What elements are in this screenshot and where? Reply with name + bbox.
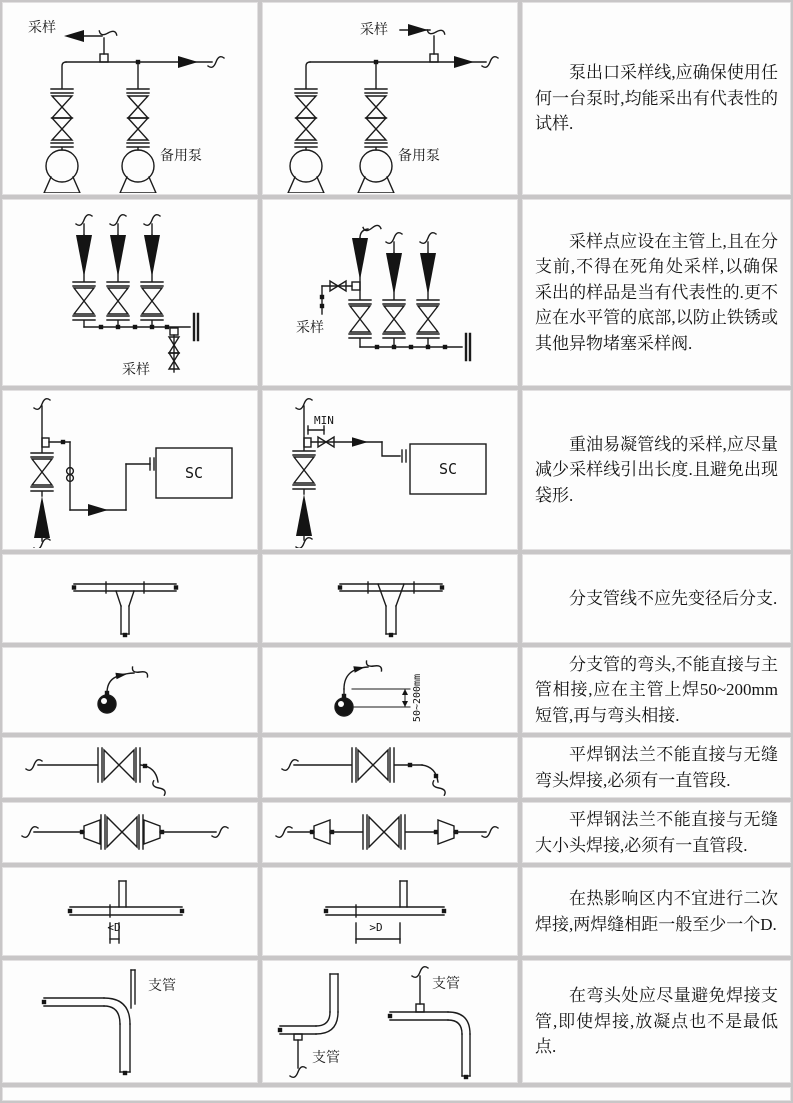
row4-diagram-right: [262, 554, 518, 643]
row5-note: [522, 647, 791, 733]
row7-diagram-left: [2, 802, 258, 863]
elbow-branch-diagram-b: [264, 962, 516, 1081]
row3-diagram-left: [2, 390, 258, 550]
branch-reducer-diagram-b: [264, 556, 516, 641]
weld-spacing-diagram-b: [264, 869, 516, 954]
heavy-oil-sampling-diagram-a: [4, 392, 256, 548]
row1-note: [522, 2, 791, 195]
sample-cooler-label: SC: [438, 460, 458, 478]
row8-diagram-left: [2, 867, 258, 956]
sampling-label: 采样: [360, 21, 388, 37]
branch-pipe-label: 支管: [312, 1049, 340, 1065]
sampling-label: 采样: [28, 19, 56, 35]
row4-diagram-left: [2, 554, 258, 643]
sample-cooler-label: SC: [184, 464, 204, 482]
flange-elbow-diagram-a: [4, 739, 256, 796]
stub-length-label: 50~200mm: [412, 673, 423, 723]
manifold-sampling-diagram-b: [264, 202, 516, 383]
row6-note: [522, 737, 791, 798]
row2-note: [522, 199, 791, 386]
row7-note: [522, 802, 791, 863]
row5-diagram-right: [262, 647, 518, 733]
note-text: 在弯头处应尽量避免焊接支管,即使焊接,放凝点也不是最低点.: [535, 986, 778, 1057]
flange-reducer-diagram-b: [264, 804, 516, 861]
note-text: 重油易凝管线的采样,应尽量减少采样线引出长度.且避免出现袋形.: [535, 434, 778, 505]
weld-gap-label: >D: [369, 921, 383, 934]
note-text: 平焊钢法兰不能直接与无缝大小头焊接,必须有一直管段.: [535, 810, 778, 855]
flange-elbow-diagram-b: [264, 739, 516, 796]
row3-diagram-right: [262, 390, 518, 550]
row7-diagram-right: [262, 802, 518, 863]
note-text: 分支管的弯头,不能直接与主管相接,应在主管上焊50~200mm短管,再与弯头相接.: [535, 654, 778, 725]
branch-pipe-label: 支管: [432, 975, 460, 991]
row1-diagram-left: [2, 2, 258, 195]
elbow-on-main-diagram-b: [264, 649, 516, 731]
row9-diagram-right: [262, 960, 518, 1083]
elbow-on-main-diagram-a: [4, 649, 256, 731]
note-text: 在热影响区内不宜进行二次焊接,两焊缝相距一般至少一个D.: [535, 889, 778, 934]
note-text: 平焊钢法兰不能直接与无缝弯头焊接,必须有一直管段.: [535, 745, 778, 790]
elbow-branch-diagram-a: [4, 962, 256, 1081]
pump-sampling-diagram-a: [4, 4, 256, 193]
note-text: 分支管线不应先变径后分支.: [569, 588, 778, 608]
row9-note: [522, 960, 791, 1083]
flange-reducer-diagram-a: [4, 804, 256, 861]
manifold-sampling-diagram-a: [4, 202, 256, 383]
row3-note: [522, 390, 791, 550]
row6-diagram-left: [2, 737, 258, 798]
pump-sampling-diagram-b: [264, 4, 516, 193]
row1-diagram-right: [262, 2, 518, 195]
heavy-oil-sampling-diagram-b: [264, 392, 516, 548]
row5-diagram-left: [2, 647, 258, 733]
weld-spacing-diagram-a: [4, 869, 256, 954]
branch-pipe-label: 支管: [148, 977, 176, 993]
standby-pump-label: 备用泵: [160, 147, 202, 163]
min-dimension-label: MIN: [314, 414, 334, 427]
row8-note: [522, 867, 791, 956]
sampling-label: 采样: [296, 319, 324, 335]
row9-diagram-left: [2, 960, 258, 1083]
note-text: 采样点应设在主管上,且在分支前,不得在死角处采样,以确保采出的样品是当有代表性的.更不应在水平管的底部,以防止铁锈或其他异物堵塞采样阀.: [535, 231, 778, 353]
note-text: 泵出口采样线,应确保使用任何一台泵时,均能采出有代表性的试样.: [535, 63, 778, 134]
row2-diagram-left: [2, 199, 258, 386]
weld-gap-label: <D: [107, 921, 121, 934]
row8-diagram-right: [262, 867, 518, 956]
standby-pump-label: 备用泵: [398, 147, 440, 163]
bottom-strip: [2, 1087, 791, 1101]
row4-note: [522, 554, 791, 643]
row2-diagram-right: [262, 199, 518, 386]
sampling-label: 采样: [122, 361, 150, 377]
row6-diagram-right: [262, 737, 518, 798]
branch-reducer-diagram-a: [4, 556, 256, 641]
